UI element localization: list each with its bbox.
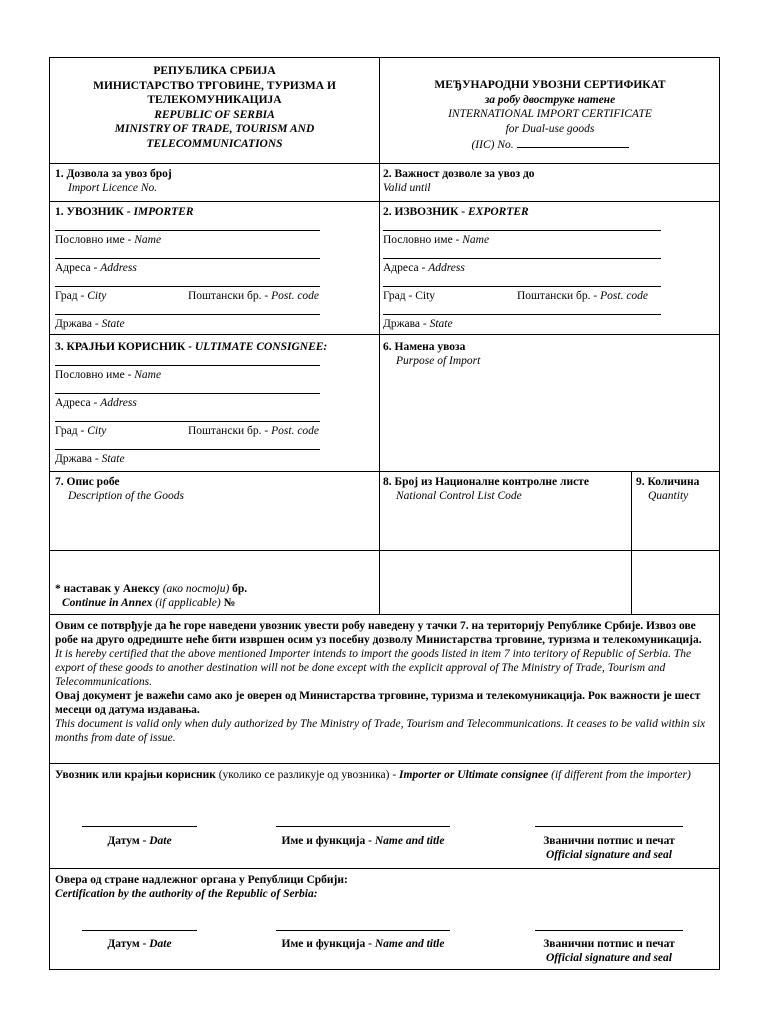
header-ministry-sr-2: ТЕЛЕКОМУНИКАЦИЈА bbox=[147, 94, 282, 106]
header-left bbox=[50, 64, 379, 151]
authority-date-en: Date bbox=[149, 938, 172, 950]
authority-date-sr: Датум - bbox=[107, 938, 150, 950]
consignee-title-field[interactable] bbox=[55, 365, 320, 366]
exporter-title bbox=[383, 205, 529, 219]
exporter-title-field[interactable] bbox=[383, 230, 661, 231]
certificate-form bbox=[49, 57, 720, 970]
validity-label bbox=[383, 167, 535, 195]
importer-post-sr: Поштански бр. - bbox=[188, 290, 272, 302]
importer-name-title-label bbox=[256, 834, 470, 848]
importer-date-sr: Датум - bbox=[107, 835, 150, 847]
annex-sr-paren: (ако постоји) bbox=[162, 583, 230, 595]
consignee-city-en: City bbox=[87, 425, 107, 437]
importer-sign-title bbox=[55, 768, 715, 782]
authority-signature-field[interactable] bbox=[535, 930, 683, 931]
importer-sign-title-sr2: (уколико се разликује од увозника) - bbox=[215, 769, 400, 781]
importer-date-field[interactable] bbox=[82, 826, 197, 827]
importer-title-field[interactable] bbox=[55, 230, 320, 231]
licence-label-sr: 1. Дозвола за увоз број bbox=[55, 168, 172, 180]
divider bbox=[50, 614, 719, 615]
authority-name-title-sr: Име и функција - bbox=[281, 938, 375, 950]
header-right bbox=[379, 78, 721, 153]
consignee-title-sr: 3. КРАЈЊИ КОРИСНИК - bbox=[55, 341, 195, 353]
certification-en-1: It is hereby certified that the above mentioned Importer intends to import the goods listed in item 7 into teritory of Republic of Serbia. The export of these goods to another destination will not be done except with the explicit approval of The Ministry of Trade, Tourism and Telecommunications. bbox=[55, 648, 692, 688]
consignee-state-sr: Држава - bbox=[55, 453, 102, 465]
purpose-label-sr: 6. Намена увоза bbox=[383, 341, 466, 353]
consignee-name-sr: Пословно име - bbox=[55, 369, 135, 381]
iic-number-field[interactable] bbox=[517, 147, 629, 148]
importer-name-en: Name bbox=[134, 234, 162, 246]
annex-note-sr bbox=[55, 582, 247, 596]
control-list-label bbox=[383, 475, 589, 503]
authority-sign-title bbox=[55, 873, 348, 901]
importer-name-field[interactable] bbox=[55, 258, 320, 259]
consignee-post-label bbox=[188, 424, 319, 438]
certification-sr-2-text: Овај документ је важећи само ако је оверен од Министарства трговине, туризма и телекомуникација. Рок важности је шест месеци од датума издавања bbox=[55, 690, 701, 716]
certification-sr-1: Овим се потврђује да ће горе наведени увозник увести робу наведену у тачки 7. на територију Републике Србије. Извоз ове робе на друго одредиште неће бити извршен осим уз посебну дозволу Министарства трговине, туризма и телекомуникација. bbox=[55, 620, 702, 646]
exporter-name-field[interactable] bbox=[383, 258, 661, 259]
exporter-state-en: State bbox=[429, 318, 453, 330]
importer-signature-field[interactable] bbox=[535, 826, 683, 827]
header-ministry-en-2: TELECOMMUNICATIONS bbox=[146, 137, 283, 150]
divider bbox=[50, 550, 719, 551]
header-country-en: REPUBLIC OF SERBIA bbox=[154, 108, 275, 121]
consignee-post-sr: Поштански бр. - bbox=[188, 425, 272, 437]
exporter-city-field[interactable] bbox=[383, 314, 661, 315]
importer-state-sr: Држава - bbox=[55, 318, 102, 330]
divider bbox=[50, 334, 719, 335]
iic-number bbox=[379, 138, 721, 153]
importer-signature-label bbox=[520, 834, 698, 862]
control-list-label-sr: 8. Број из Националне контролне листе bbox=[383, 476, 589, 488]
validity-label-en: Valid until bbox=[383, 182, 431, 194]
authority-sign-title-sr: Овера од стране надлежног органа у Републици Србији: bbox=[55, 874, 348, 886]
consignee-state-label bbox=[55, 452, 125, 466]
certification-text bbox=[55, 619, 715, 745]
certification-sr-2: Овај документ је важећи само ако је оверен од Министарства трговине, туризма и телекомуникација. Рок важности је шест месеци од датума издавања. bbox=[55, 690, 701, 716]
importer-city-field[interactable] bbox=[55, 314, 320, 315]
consignee-title bbox=[55, 340, 327, 354]
consignee-state-en: State bbox=[101, 453, 125, 465]
importer-address-field[interactable] bbox=[55, 286, 320, 287]
divider bbox=[50, 763, 719, 764]
authority-name-title-label bbox=[256, 937, 470, 951]
consignee-address-label bbox=[55, 396, 137, 410]
divider bbox=[50, 201, 719, 202]
importer-address-en: Address bbox=[100, 262, 137, 274]
exporter-title-sr: 2. ИЗВОЗНИК - bbox=[383, 206, 469, 218]
goods-label-sr: 7. Опис робе bbox=[55, 476, 120, 488]
consignee-address-field[interactable] bbox=[55, 421, 320, 422]
importer-city-en: City bbox=[87, 290, 107, 302]
importer-address-label bbox=[55, 261, 137, 275]
consignee-city-label bbox=[55, 424, 106, 438]
importer-signature-en: Official signature and seal bbox=[546, 849, 672, 861]
quantity-label-en: Quantity bbox=[648, 490, 689, 502]
header-ministry-en: MINISTRY OF TRADE, TOURISM AND bbox=[114, 123, 315, 135]
exporter-name-sr: Пословно име - bbox=[383, 234, 463, 246]
exporter-post-sr: Поштански бр. - bbox=[517, 290, 601, 302]
goods-label-en: Description of the Goods bbox=[68, 490, 184, 502]
authority-name-title-field[interactable] bbox=[276, 930, 450, 931]
importer-name-title-field[interactable] bbox=[276, 826, 450, 827]
importer-post-label bbox=[188, 289, 319, 303]
consignee-address-sr: Адреса - bbox=[55, 397, 101, 409]
authority-date-field[interactable] bbox=[82, 930, 197, 931]
consignee-address-en: Address bbox=[100, 397, 137, 409]
annex-en-text: Continue in Annex bbox=[62, 597, 156, 609]
importer-state-en: State bbox=[101, 318, 125, 330]
importer-city-sr: Град - bbox=[55, 290, 88, 302]
importer-name-title-sr: Име и функција - bbox=[281, 835, 375, 847]
importer-sign-title-en2: (if different from the importer) bbox=[548, 769, 691, 781]
licence-label-en: Import Licence No. bbox=[68, 182, 158, 194]
consignee-city-sr: Град - bbox=[55, 425, 88, 437]
certificate-title-en: INTERNATIONAL IMPORT CERTIFICATE bbox=[448, 108, 652, 120]
exporter-address-label bbox=[383, 261, 465, 275]
consignee-name-field[interactable] bbox=[55, 393, 320, 394]
goods-label bbox=[55, 475, 184, 503]
exporter-address-field[interactable] bbox=[383, 286, 661, 287]
header-ministry-sr: МИНИСТАРСТВО ТРГОВИНЕ, ТУРИЗМА И bbox=[93, 79, 336, 92]
exporter-address-en: Address bbox=[428, 262, 465, 274]
iic-label: (IIC) No. bbox=[471, 139, 514, 151]
authority-signature-en: Official signature and seal bbox=[546, 952, 672, 964]
certification-en-2: This document is valid only when duly authorized by The Ministry of Trade, Tourism and Telecommunications. It ceases to be valid within six months from date of issue. bbox=[55, 718, 706, 744]
quantity-label bbox=[636, 475, 699, 503]
annex-en-number: № bbox=[220, 597, 236, 609]
exporter-post-en: Post. code bbox=[600, 290, 649, 302]
importer-address-sr: Адреса - bbox=[55, 262, 101, 274]
header-country-sr: РЕПУБЛИКА СРБИЈА bbox=[153, 65, 276, 77]
importer-title-sr: 1. УВОЗНИК - bbox=[55, 206, 134, 218]
divider bbox=[50, 471, 719, 472]
certificate-title-sr: МЕЂУНАРОДНИ УВОЗНИ СЕРТИФИКАТ bbox=[434, 79, 666, 91]
divider bbox=[631, 471, 632, 614]
importer-city-label bbox=[55, 289, 106, 303]
importer-name-label bbox=[55, 233, 161, 247]
quantity-label-sr: 9. Количина bbox=[636, 476, 700, 488]
importer-date-en: Date bbox=[149, 835, 172, 847]
importer-sign-title-en: Importer or Ultimate consignee bbox=[399, 769, 549, 781]
control-list-label-en: National Control List Code bbox=[396, 490, 522, 502]
purpose-label bbox=[383, 340, 480, 368]
annex-note-en bbox=[55, 596, 247, 610]
annex-sr-number: бр. bbox=[229, 583, 248, 595]
exporter-address-sr: Адреса - bbox=[383, 262, 429, 274]
annex-en-paren: (if applicable) bbox=[155, 597, 221, 609]
certificate-subtitle-en: for Dual-use goods bbox=[505, 122, 595, 135]
consignee-name-en: Name bbox=[134, 369, 162, 381]
exporter-name-label bbox=[383, 233, 489, 247]
exporter-post-label bbox=[517, 289, 648, 303]
importer-title bbox=[55, 205, 194, 219]
importer-state-label bbox=[55, 317, 125, 331]
importer-date-label bbox=[82, 834, 197, 848]
validity-label-sr: 2. Важност дозволе за увоз до bbox=[383, 168, 535, 180]
importer-title-en: IMPORTER bbox=[133, 206, 194, 218]
divider bbox=[50, 868, 719, 869]
importer-name-sr: Пословно име - bbox=[55, 234, 135, 246]
importer-post-en: Post. code bbox=[271, 290, 320, 302]
annex-sr-text: * наставак у Анексу bbox=[55, 583, 163, 595]
consignee-post-en: Post. code bbox=[271, 425, 320, 437]
exporter-title-en: EXPORTER bbox=[468, 206, 529, 218]
annex-note bbox=[55, 582, 247, 610]
authority-name-title-en: Name and title bbox=[374, 938, 445, 950]
exporter-name-en: Name bbox=[462, 234, 490, 246]
exporter-state-label bbox=[383, 317, 453, 331]
authority-sign-title-en: Certification by the authority of the Republic of Serbia: bbox=[55, 888, 318, 900]
purpose-label-en: Purpose of Import bbox=[396, 355, 481, 367]
consignee-name-label bbox=[55, 368, 161, 382]
importer-name-title-en: Name and title bbox=[374, 835, 445, 847]
consignee-city-field[interactable] bbox=[55, 449, 320, 450]
authority-signature-label bbox=[520, 937, 698, 965]
exporter-city-label: Град - City bbox=[383, 290, 436, 302]
authority-signature-sr: Званични потпис и печат bbox=[543, 938, 675, 950]
consignee-title-en: ULTIMATE CONSIGNEE: bbox=[194, 341, 328, 353]
exporter-state-sr: Држава - bbox=[383, 318, 430, 330]
importer-sign-title-sr: Увозник или крајњи корисник bbox=[55, 769, 216, 781]
importer-signature-sr: Званични потпис и печат bbox=[543, 835, 675, 847]
authority-date-label bbox=[82, 937, 197, 951]
certificate-subtitle-sr: за робу двоструке натене bbox=[484, 93, 616, 106]
divider bbox=[50, 163, 719, 164]
licence-label bbox=[55, 167, 172, 195]
